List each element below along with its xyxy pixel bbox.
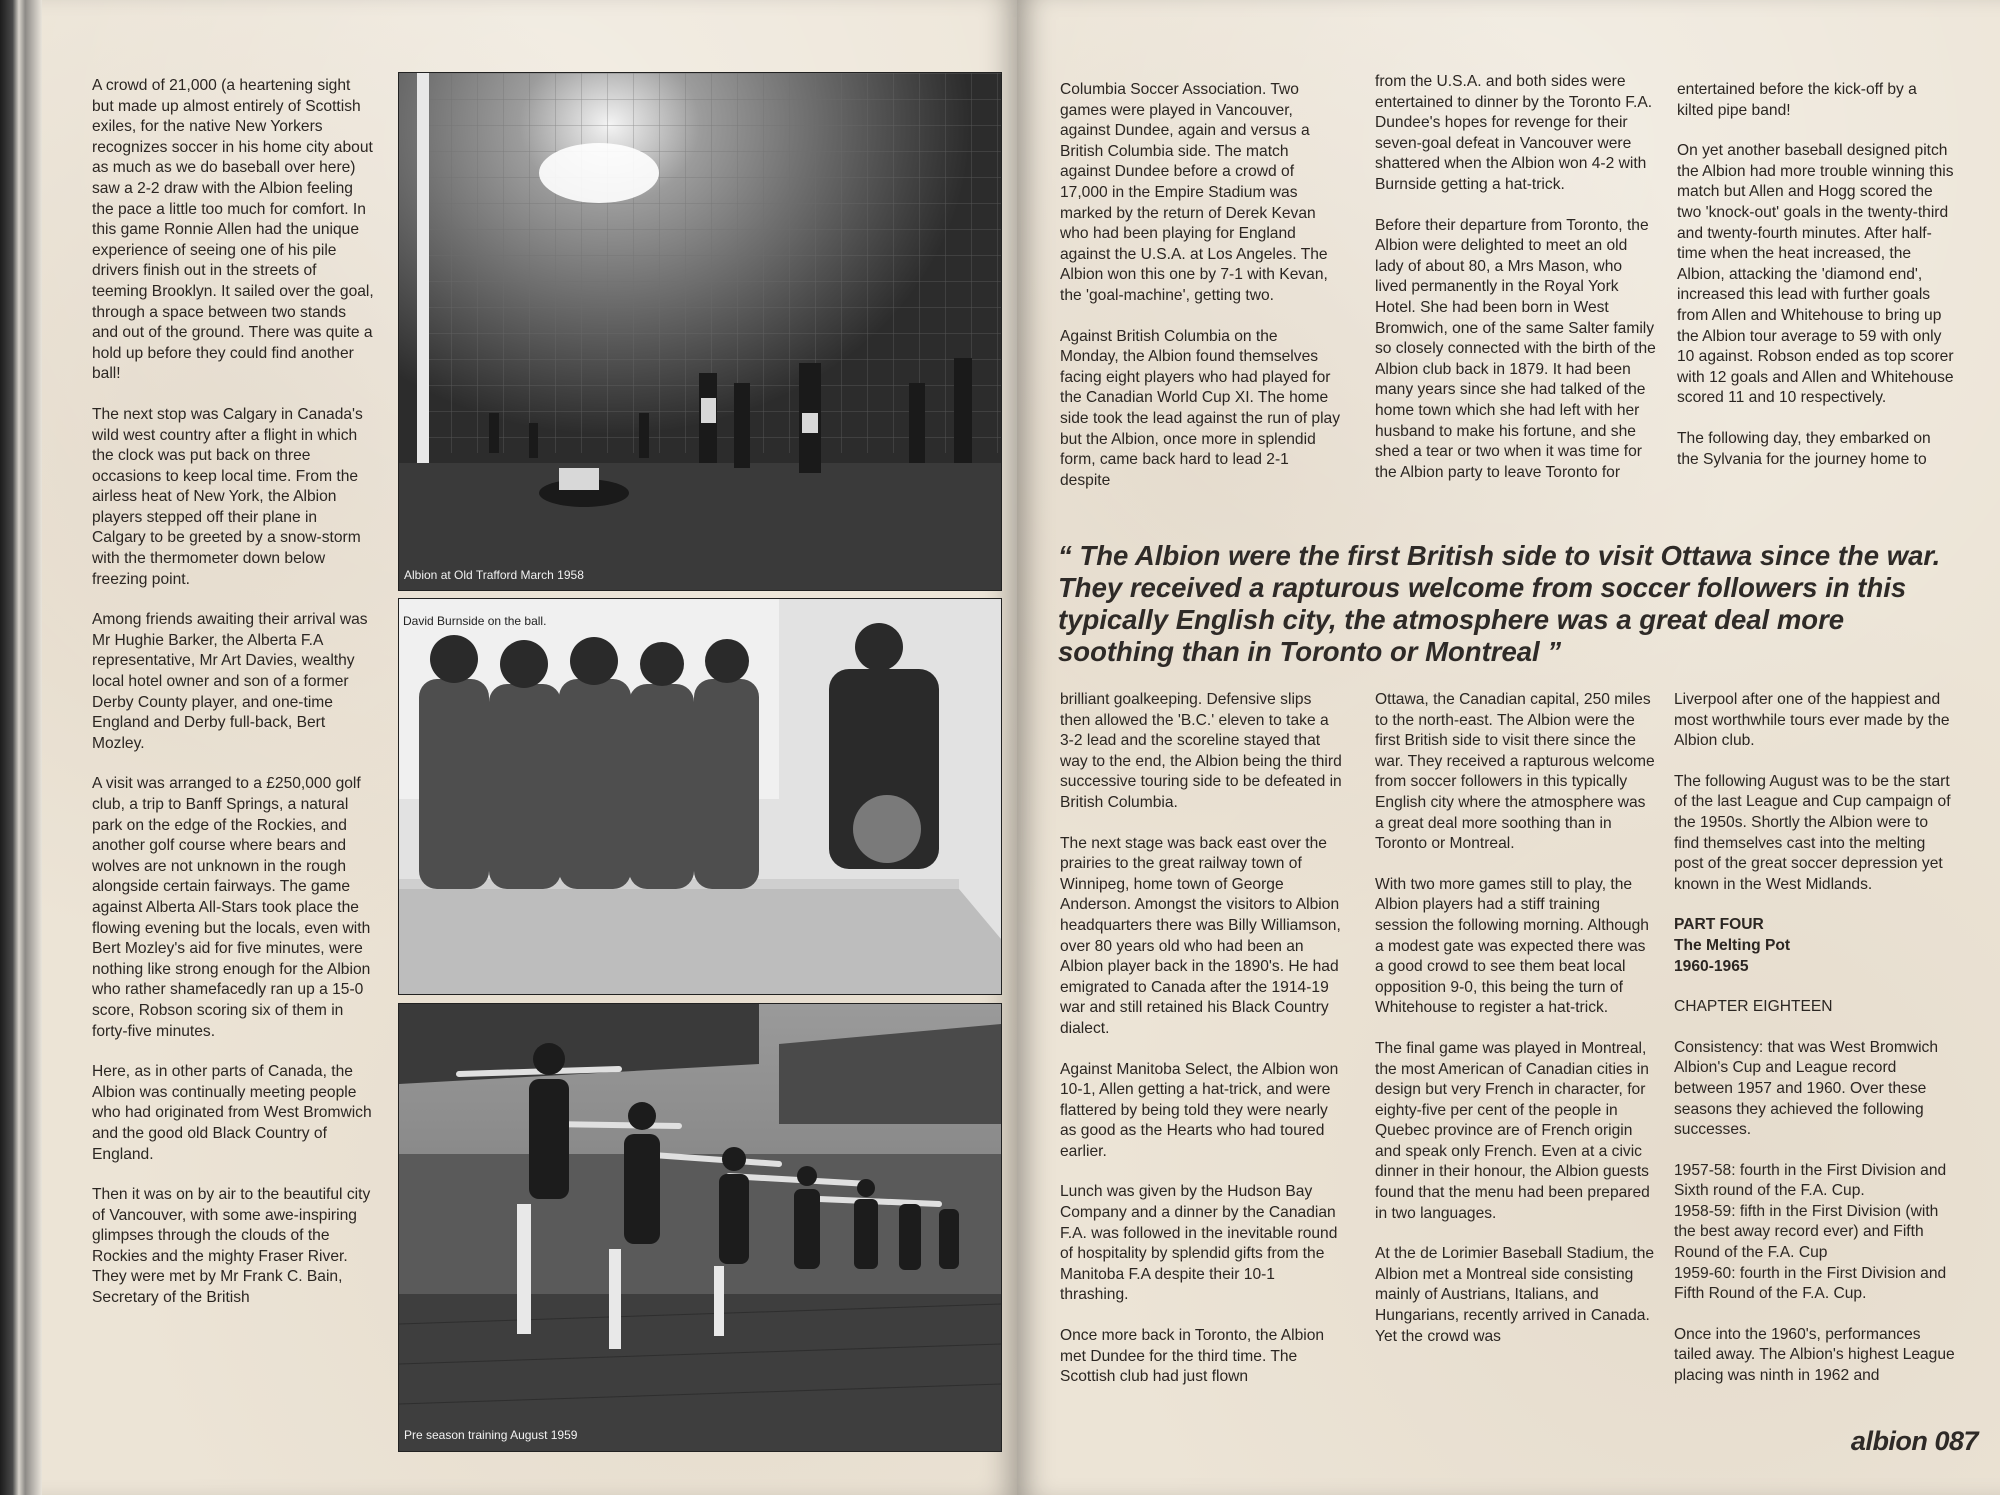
paragraph: A crowd of 21,000 (a heartening sight but made up almost entirely of Scottish exiles, for the native New Yorkers recognizes soccer in his home city about as much as we do baseball over here) saw a 2-2 draw with the Albion feeling the pace a little too much for comfort. In this game Ronnie Allen had the unique experience of seeing one of his pile drivers finish out in the streets of teeming Brooklyn. It sailed over the goal, through a space between two stands and out of the ground. There was quite a hold up before they could find another ball! [92, 77, 374, 383]
paragraph: 1959-60: fourth in the First Division and Fifth Round of the F.A. Cup. [1674, 1264, 1947, 1303]
right-lower-column-2 [1375, 690, 1657, 1367]
paragraph: Against Manitoba Select, the Albion won 10-1, Allen getting a hat-trick, and were flattered by being told they were nearly as good as the Hearts who had toured earlier. [1060, 1060, 1339, 1160]
paragraph: Columbia Soccer Association. Two games were played in Vancouver, against Dundee, again and versus a British Columbia side. The match against Dundee before a crowd of 17,000 in the Empire Stadium was marked by the return of Derek Kevan who had been playing for England against the U.S.A. at Los Angeles. The Albion won this one by 7-1 with Kevan, the 'goal-machine', getting two. [1060, 81, 1328, 304]
right-upper-column-3 [1677, 80, 1955, 490]
paragraph: With two more games still to play, the Albion players had a stiff training session the following morning. Although a modest gate was expected there was a good crowd to see them beat local opposition 9-0, this being the turn of Whitehouse to register a hat-trick. [1375, 875, 1649, 1017]
paragraph: The following day, they embarked on the Sylvania for the journey home to [1677, 429, 1931, 468]
paragraph: Against British Columbia on the Monday, the Albion found themselves facing eight players who had played for the Canadian World Cup XI. The home side took the lead against the run of play but the Albion, once more in splendid form, came back hard to lead 2-1 despite [1060, 327, 1341, 489]
paragraph: 1957-58: fourth in the First Division and Sixth round of the F.A. Cup. [1674, 1161, 1947, 1200]
paragraph: The final game was played in Montreal, the most American of Canadian cities in design but very French in character, for eighty-five per cent of the people in Quebec province are of French origin and speak only French. Even at a civic dinner in their honour, the Albion guests found that the menu had been prepared in two languages. [1375, 1039, 1650, 1222]
photo-training [398, 1003, 1002, 1452]
brand-logo: albion [1850, 1426, 1928, 1456]
caption-old-trafford: Albion at Old Trafford March 1958 [404, 568, 584, 582]
paragraph: Liverpool after one of the happiest and most worthwhile tours ever made by the Albion club. [1674, 691, 1950, 750]
column-3-intro [1674, 690, 1956, 895]
paragraph: The next stage was back east over the prairies to the great railway town of Winnipeg, home town of George Anderson. Amongst the visitors to Albion headquarters there was Billy Williamson, over 80 years old who had been an Albion player back in the 1890's. He had emigrated to Canada after the 1914-19 war and still retained his Black Country dialect. [1060, 834, 1341, 1037]
paragraph: Then it was on by air to the beautiful city of Vancouver, with some awe-inspiring glimpses through the clouds of the Rockies and the mighty Fraser River. They were met by Mr Frank C. Bain, Secretary of the British [92, 1186, 371, 1307]
part-title: The Melting Pot [1674, 936, 1791, 954]
page-footer [1851, 1426, 1978, 1457]
paragraph: 1958-59: fifth in the First Division (with the best away record ever) and Fifth Round of the F.A. Cup [1674, 1202, 1939, 1262]
paragraph: brilliant goalkeeping. Defensive slips then allowed the 'B.C.' eleven to take a 3-2 lead and the scoreline stayed that way to the end, the Albion being the third successive touring side to be defeated in British Columbia. [1060, 691, 1342, 811]
paragraph: Here, as in other parts of Canada, the Albion was continually meeting people who had originated from West Bromwich and the good old Black Country of England. [92, 1063, 372, 1163]
column-3-rest [1674, 1038, 1956, 1387]
paragraph: from the U.S.A. and both sides were entertained to dinner by the Toronto F.A. Dundee's hopes for revenge for their seven-goal defeat in Vancouver were shattered when the Albion won 4-2 with Burnside getting a hat-trick. [1375, 73, 1653, 193]
chapter-heading: CHAPTER EIGHTEEN [1674, 998, 1833, 1016]
right-lower-column-3 [1674, 690, 1956, 1407]
paragraph: A visit was arranged to a £250,000 golf club, a trip to Banff Springs, a natural park on the edge of the Rockies, and another golf course where bears and wolves are not unknown in the rough alongside certain fairways. The game against Alberta All-Stars took place the flowing evening but the locals, even with Bert Mozley's aid for five minutes, were nothing like strong enough for the Albion who rather shamefacedly ran up a 15-0 score, Robson scoring six of them in forty-five minutes. [92, 775, 371, 1040]
binding-edge [0, 0, 42, 1495]
paragraph: Before their departure from Toronto, the Albion were delighted to meet an old lady of about 80, a Mrs Mason, who lived permanently in the Royal York Hotel. She had been born in West Bromwich, one of the same Salter family so closely connected with the birth of the Albion club back in 1879. It had been many years since she had talked of the home town which she had left with her husband to make his fortune, and she shed a tear or two when it was time for the Albion party to leave Toronto for [1375, 216, 1656, 481]
paragraph: entertained before the kick-off by a kilted pipe band! [1677, 81, 1917, 119]
right-upper-column-1 [1060, 80, 1340, 511]
caption-training: Pre season training August 1959 [404, 1428, 578, 1442]
right-upper-column-2 [1375, 72, 1657, 503]
paragraph: Once into the 1960's, performances tailed away. The Albion's highest League placing was ninth in 1962 and [1674, 1325, 1955, 1385]
paragraph: On yet another baseball designed pitch the Albion had more trouble winning this match but Allen and Hogg scored the two 'knock-out' goals in the twenty-third and twenty-fourth minutes. After half-time when the heat increased, the Albion, attacking the 'diamond end', increased this lead with further goals from Allen and Whitehouse to bring up the Albion tour average to 59 with only 10 against. Robson ended as top scorer with 12 goals and Allen and Whitehouse scored 11 and 10 respectively. [1677, 142, 1954, 407]
paragraph: Ottawa, the Canadian capital, 250 miles to the north-east. The Albion were the first British side to visit there since the war. They received a rapturous welcome from soccer followers in this typically English city where the atmosphere was a great deal more soothing than in Toronto or Montreal. [1375, 691, 1655, 853]
photo-old-trafford [398, 72, 1002, 591]
paragraph: Lunch was given by the Hudson Bay Company and a dinner by the Canadian F.A. was followed in the inevitable round of hospitality by splendid gifts from the Manitoba F.A despite their 10-1 thrashing. [1060, 1183, 1338, 1304]
paragraph: Among friends awaiting their arrival was Mr Hughie Barker, the Alberta F.A representative, Mr Art Davies, wealthy local hotel owner and son of a former Derby County player, and one-time England and Derby full-back, Bert Mozley. [92, 611, 368, 752]
pull-quote: “ The Albion were the first British side to visit Ottawa since the war. They received a rapturous welcome from soccer followers in this typically English city, the atmosphere was a great deal more soothing than in Toronto or Montreal ” [1058, 540, 1941, 667]
photo-burnside [398, 598, 1002, 995]
paragraph: Once more back in Toronto, the Albion met Dundee for the third time. The Scottish club had just flown [1060, 1327, 1325, 1386]
paragraph: Consistency: that was West Bromwich Albion's Cup and League record between 1957 and 1960. Over these seasons they achieved the following successes. [1674, 1038, 1939, 1139]
left-text-column [92, 76, 374, 1329]
right-lower-column-1 [1060, 690, 1342, 1408]
part-years: 1960-1965 [1674, 957, 1749, 975]
part-heading: PART FOUR [1674, 916, 1764, 934]
paragraph: The following August was to be the start of the last League and Cup campaign of the 1950s. Shortly the Albion were to find themselves cast into the melting post of the great soccer depression yet known in the West Midlands. [1674, 772, 1951, 893]
paragraph: The next stop was Calgary in Canada's wild west country after a flight in which the clock was put back on three occasions to keep local time. From the airless heat of New York, the Albion players stepped off their plane in Calgary to be greeted by a snow-storm with the thermometer down below freezing point. [92, 405, 363, 588]
paragraph: At the de Lorimier Baseball Stadium, the Albion met a Montreal side consisting mainly of Austrians, Italians, and Hungarians, recently arrived in Canada. Yet the crowd was [1375, 1245, 1655, 1345]
caption-burnside: David Burnside on the ball. [403, 614, 547, 628]
page-number: 087 [1934, 1426, 1978, 1456]
